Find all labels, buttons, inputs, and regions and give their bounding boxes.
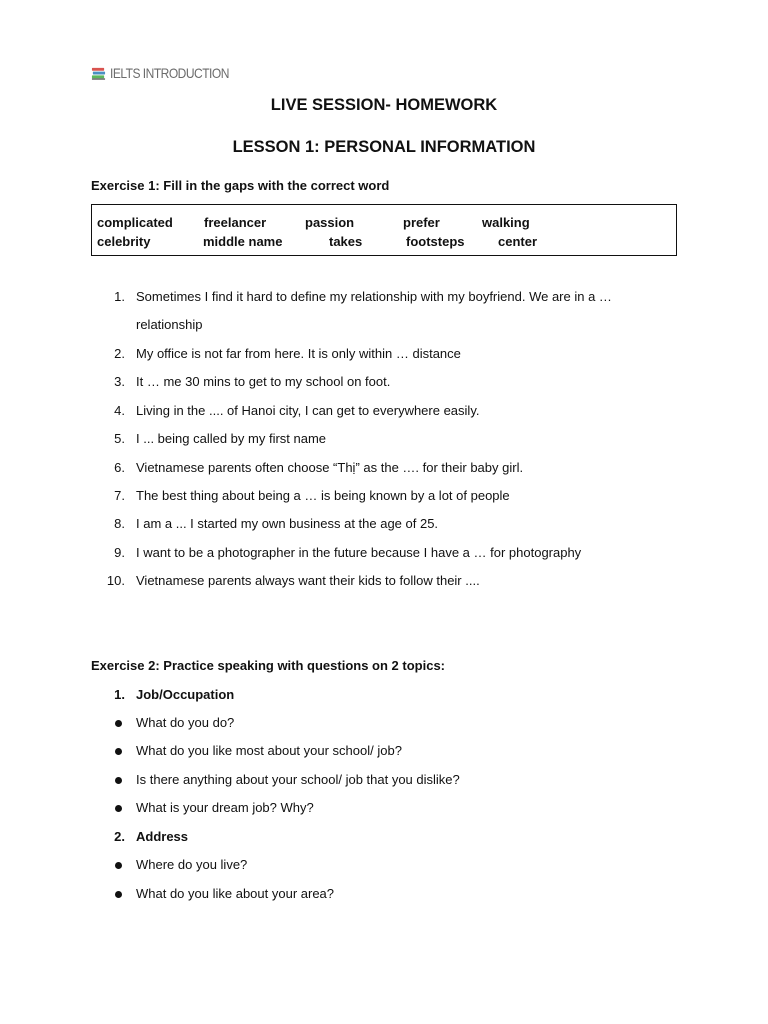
question-number: 1. <box>114 289 125 304</box>
question-number: 7. <box>114 488 125 503</box>
bullet-icon <box>115 720 122 727</box>
topic-title: Job/Occupation <box>136 687 235 702</box>
word-bank-item: takes <box>329 234 363 249</box>
question-number: 10. <box>106 573 125 588</box>
question-text: It … me 30 mins to get to my school on foot. <box>136 374 391 389</box>
logo-text: IELTS INTRODUCTION <box>110 65 229 81</box>
exercise-2-heading: Exercise 2: Practice speaking with questions on 2 topics: <box>91 658 446 673</box>
question-text: I am a ... I started my own business at the age of 25. <box>136 516 439 531</box>
question-text: Vietnamese parents always want their kids to follow their .... <box>136 573 480 588</box>
books-icon <box>91 66 106 81</box>
word-bank-item: center <box>498 234 538 249</box>
question-text: I want to be a photographer in the future because I have a … for photography <box>136 545 582 560</box>
word-bank-item: celebrity <box>97 234 151 249</box>
lesson-title: LESSON 1: PERSONAL INFORMATION <box>232 138 536 156</box>
question-text: The best thing about being a … is being known by a lot of people <box>136 488 510 503</box>
word-bank-item: walking <box>482 215 530 230</box>
question-number: 3. <box>114 374 125 389</box>
word-bank-item: freelancer <box>204 215 267 230</box>
question-text: Living in the .... of Hanoi city, I can get to everywhere easily. <box>136 403 480 418</box>
word-bank-item: footsteps <box>406 234 465 249</box>
word-bank-item: middle name <box>203 234 283 249</box>
question-text: Sometimes I find it hard to define my relationship with my boyfriend. We are in a … <box>136 289 612 304</box>
bullet-text: What do you like about your area? <box>136 886 335 901</box>
bullet-icon <box>115 805 122 812</box>
topic-title: Address <box>136 829 189 844</box>
bullet-icon <box>115 862 122 869</box>
word-bank-item: passion <box>305 215 355 230</box>
bullet-icon <box>115 748 122 755</box>
page-title: LIVE SESSION- HOMEWORK <box>270 96 498 114</box>
question-number: 6. <box>114 460 125 475</box>
word-bank-item: prefer <box>403 215 440 230</box>
bullet-icon <box>115 891 122 898</box>
question-text: Vietnamese parents often choose “Thị” as the …. for their baby girl. <box>136 460 524 475</box>
question-number: 4. <box>114 403 125 418</box>
question-text: I ... being called by my first name <box>136 431 327 446</box>
bullet-text: Is there anything about your school/ job that you dislike? <box>136 772 460 787</box>
topic-number: 2. <box>114 829 125 844</box>
question-number: 2. <box>114 346 125 361</box>
word-bank-box <box>91 204 677 256</box>
bullet-text: What do you do? <box>136 715 235 730</box>
word-bank-item: complicated <box>97 215 173 230</box>
exercise-1-heading: Exercise 1: Fill in the gaps with the correct word <box>91 178 390 193</box>
question-number: 8. <box>114 516 125 531</box>
question-number: 5. <box>114 431 125 446</box>
bullet-text: Where do you live? <box>136 857 248 872</box>
bullet-icon <box>115 777 122 784</box>
ielts-logo <box>91 64 248 82</box>
question-text: My office is not far from here. It is only within … distance <box>136 346 461 361</box>
question-number: 9. <box>114 545 125 560</box>
question-text-continuation: relationship <box>136 317 203 332</box>
bullet-text: What is your dream job? Why? <box>136 800 314 815</box>
topic-number: 1. <box>114 687 125 702</box>
bullet-text: What do you like most about your school/ job? <box>136 743 402 758</box>
